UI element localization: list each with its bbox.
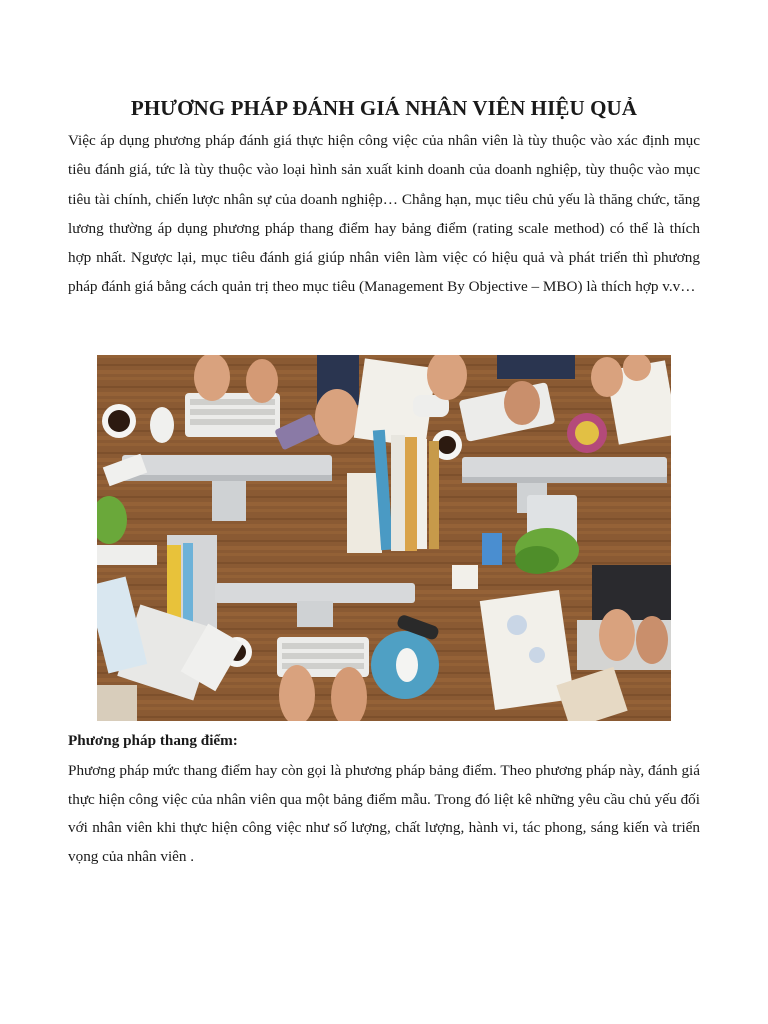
- hand-top-left: [194, 355, 230, 401]
- office-desk-photo: [97, 355, 671, 721]
- section-paragraph: Phương pháp mức thang điểm hay còn gọi là phương pháp bảng điểm. Theo phương pháp này, đánh giá thực hiện công việc của nhân viên qua một bảng điểm mẫu. Trong đó liệt kê những yêu cầu chủ yếu đối với nhân viên khi thực hiện công việc như số lượng, chất lượng, hành vi, tác phong, sáng kiến và triển vọng của nhân viên .: [68, 762, 700, 865]
- monitor-right: [462, 457, 667, 479]
- monitor-bottom: [215, 583, 415, 603]
- binder-yellow: [405, 437, 417, 551]
- intro-paragraph: Việc áp dụng phương pháp đánh giá thực hiện công việc của nhân viên là tùy thuộc vào xác định mục tiêu đánh giá, tức là tùy thuộc vào loại hình sản xuất kinh doanh của doanh nghiệp, tùy thuộc vào mục tiêu tài chính, chiến lược nhân sự của doanh nghiệp… Chẳng hạn, mục tiêu chủ yếu là thăng chức, tăng lương thường áp dụng phương pháp thang điểm hay bảng điểm (rating scale method) có thể là thích hợp nhất. Ngược lại, mục tiêu đánh giá giúp nhân viên làm việc có hiệu quả và phát triển thì phương pháp đánh giá bằng cách quản trị theo mục tiêu (Management By Objective – MBO) là thích hợp v.v…: [68, 132, 700, 296]
- mouse: [150, 407, 174, 443]
- monitor-left: [122, 455, 332, 477]
- document-page: [68, 0, 700, 865]
- desk-illustration: [97, 355, 671, 721]
- laptop: [592, 565, 671, 625]
- document-title: PHƯƠNG PHÁP ĐÁNH GIÁ NHÂN VIÊN HIỆU QUẢ: [130, 96, 638, 120]
- section-heading: Phương pháp thang điểm:: [68, 732, 238, 749]
